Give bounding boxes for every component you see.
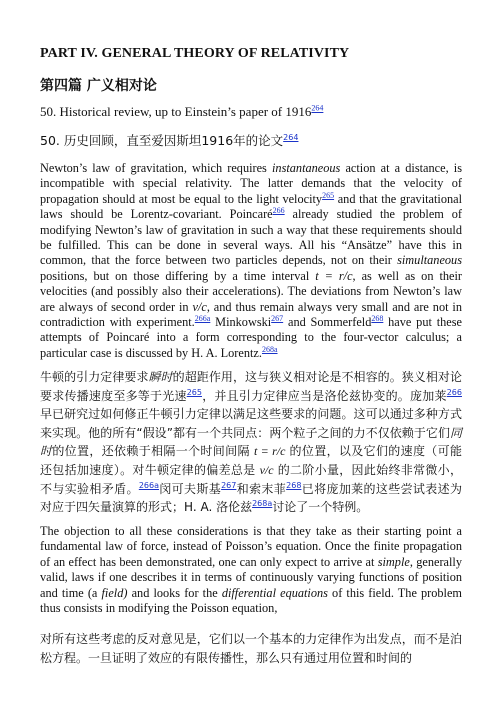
footnote-link-268a[interactable]: 268a — [252, 499, 273, 509]
paragraph-english-2: The objection to all these considerations is that they take as their starting point a fundamental law of force, instead of Poisson’s equation. Once the finite propagation of an effect has been demonstrated, one can only expect to arrive at simple, generally valid, laws if one describes it in terms of continuously varying functions of position and time (a field) and looks for the differential equations of this field. The problem thus consists in modifying the Poisson equation, — [40, 524, 462, 616]
part-title-chinese: 第四篇 广义相对论 — [40, 78, 157, 94]
section-heading-english: 50. Historical review, up to Einstein’s paper of 1916$^{264}$ — [40, 103, 324, 119]
footnote-link-264[interactable]: 264 — [311, 103, 324, 113]
footnote-link-266[interactable]: 266 — [272, 206, 285, 216]
footnote-link-265[interactable]: 265 — [186, 387, 202, 397]
footnote-link-266[interactable]: 266 — [446, 387, 462, 397]
paragraph-chinese-2: 对所有这些考虑的反对意见是，它们以一个基本的力定律作为出发点，而不是泊松方程。一旦证明了效应的有限传播性，那么只有通过用位置和时间的 — [40, 632, 462, 665]
paragraph-chinese-1: 牛顿的引力定律要求瞬时的超距作用，这与狭义相对论是不相容的。狭义相对论要求传播速度至多等于光速$^{265}$，并且引力定律应当是洛伦兹协变的。庞加莱$^{266}$早已研究过如何修正牛顿引力定律以满足这些要求的问题。这可以通过多种方式来实现。他的所有“假设”都有一个共同点：两个粒子之间的力不仅依赖于它们同时的位置，还依赖于相隔一个时间间隔 t = r/c 的位置，以及它们的速度（可能还包括加速度）。对牛顿定律的偏差总是 v/c 的二阶小量，因此始终非常微小，不与实验相矛盾。$^{266a}$闵可夫斯基$^{267}$和索末菲$^{268}$已将庞加莱的这些尝试表述为对应于四矢量演算的形式；H. A. 洛伦兹$^{268a}$讨论了一个特例。 — [40, 370, 462, 515]
footnote-link-267[interactable]: 267 — [221, 480, 237, 490]
footnote-link-266a[interactable]: 266a — [194, 313, 211, 323]
part-title: PART IV. GENERAL THEORY OF RELATIVITY — [40, 46, 350, 61]
paragraph-english-1: Newton’s law of gravitation, which requires instantaneous action at a distance, is incompatible with special relativity. The latter demands that the velocity of propagation should at most be equal to the light velocity$^{265}$ and that the gravitational laws should be Lorentz-covariant. Poincaré$^{266}$ already studied the problem of modifying Newton’s law of gravitation in such a way that these requirements should be fulfilled. This can be done in several ways. All his “Ansätze” have this in common, that the force between two particles depends, not on their simultaneous positions, but on those differing by a time interval t = r/c, as well as on their velocities (and possibly also their accelerations). The deviations from Newton’s law are always of second order in v/c, and thus remain always very small and are not in contradiction with experiment.$^{266a}$ Minkowski$^{267}$ and Sommerfeld$^{268}$ have put these attempts of Poincaré into a form corresponding to the four-vector calculus; a particular case is discussed by H. A. Lorentz.$^{268a}$ — [40, 161, 463, 360]
footnote-link-266a[interactable]: 266a — [138, 480, 159, 490]
footnote-link-265[interactable]: 265 — [322, 190, 335, 200]
footnote-link-268a[interactable]: 268a — [261, 344, 278, 354]
section-heading-chinese: 50. 历史回顾，直至爱因斯坦1916年的论文$^{264}$ — [40, 132, 299, 148]
footnote-link-268[interactable]: 268 — [371, 313, 384, 323]
footnote-link-264[interactable]: 264 — [283, 132, 299, 142]
footnote-link-267[interactable]: 267 — [271, 313, 284, 323]
footnote-link-268[interactable]: 268 — [286, 480, 302, 490]
